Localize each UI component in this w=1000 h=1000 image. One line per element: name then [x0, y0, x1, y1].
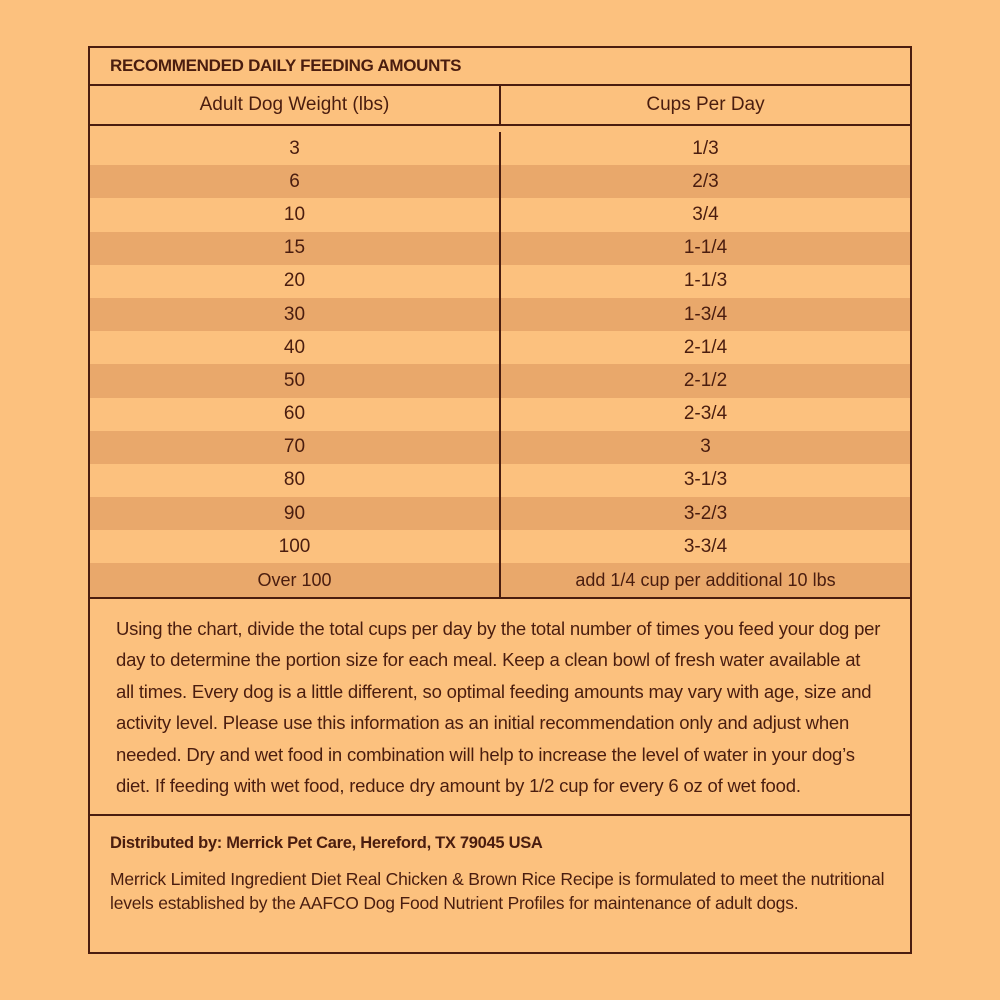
cups-cell: 2-1/4 [683, 336, 728, 358]
table-row [90, 563, 910, 596]
cups-cell: add 1/4 cup per additional 10 lbs [575, 569, 836, 590]
weight-cell: 15 [90, 232, 501, 265]
table-row [90, 165, 910, 198]
table-row [90, 431, 910, 464]
cups-cell: 2/3 [692, 170, 719, 192]
weight-cell: 30 [90, 298, 501, 331]
cups-cell: 1-1/4 [683, 237, 728, 259]
cups-cell: 1-1/3 [683, 270, 728, 292]
cups-cell: 3/4 [692, 203, 719, 225]
cups-cell: 2-1/2 [683, 369, 728, 391]
weight-cell: 50 [90, 364, 501, 397]
distributor-line: Distributed by: Merrick Pet Care, Hereford, TX 79045 USA [110, 833, 543, 852]
cups-cell: 3 [700, 436, 711, 458]
footer [90, 816, 910, 916]
table-row [90, 298, 910, 331]
aafco-statement: Merrick Limited Ingredient Diet Real Chicken & Brown Rice Recipe is formulated to meet the nutritional levels established by the AAFCO Dog Food Nutrient Profiles for maintenance of adult dogs. [110, 868, 885, 914]
cups-cell: 3-3/4 [683, 535, 728, 557]
feeding-instructions: Using the chart, divide the total cups per day by the total number of times you feed your dog per day to determine the portion size for each meal. Keep a clean bowl of fresh water available at all times. Every dog is a little different, so optimal feeding amounts may vary with age, size and activity level. Please use this information as an initial recommendation only and adjust when needed. Dry and wet food in combination will help to increase the level of water in your dog’s diet. If feeding with wet food, reduce dry amount by 1/2 cup for every 6 oz of wet food. [90, 599, 910, 816]
table-row [90, 364, 910, 397]
table-row [90, 232, 910, 265]
weight-cell: 6 [90, 165, 501, 198]
weight-cell: 20 [90, 265, 501, 298]
weight-cell: 40 [90, 331, 501, 364]
table-row [90, 331, 910, 364]
table-body [90, 126, 910, 599]
table-header [90, 86, 910, 126]
header-weight: Adult Dog Weight (lbs) [90, 86, 501, 124]
weight-cell: 100 [90, 530, 501, 563]
table-row [90, 530, 910, 563]
feeding-guide-panel [88, 46, 912, 954]
cups-cell: 3-2/3 [683, 502, 728, 524]
table-row [90, 198, 910, 231]
weight-cell: 70 [90, 431, 501, 464]
weight-cell: Over 100 [90, 563, 501, 596]
weight-cell: 3 [90, 132, 501, 165]
weight-cell: 10 [90, 198, 501, 231]
table-row [90, 398, 910, 431]
table-row [90, 497, 910, 530]
table-row [90, 265, 910, 298]
weight-cell: 90 [90, 497, 501, 530]
cups-cell: 3-1/3 [683, 469, 728, 491]
header-cups: Cups Per Day [646, 94, 765, 115]
table-row [90, 464, 910, 497]
table-title: RECOMMENDED DAILY FEEDING AMOUNTS [90, 48, 910, 86]
cups-cell: 1/3 [692, 137, 719, 159]
weight-cell: 60 [90, 398, 501, 431]
weight-cell: 80 [90, 464, 501, 497]
cups-cell: 1-3/4 [683, 303, 728, 325]
cups-cell: 2-3/4 [683, 403, 728, 425]
table-row [90, 132, 910, 165]
